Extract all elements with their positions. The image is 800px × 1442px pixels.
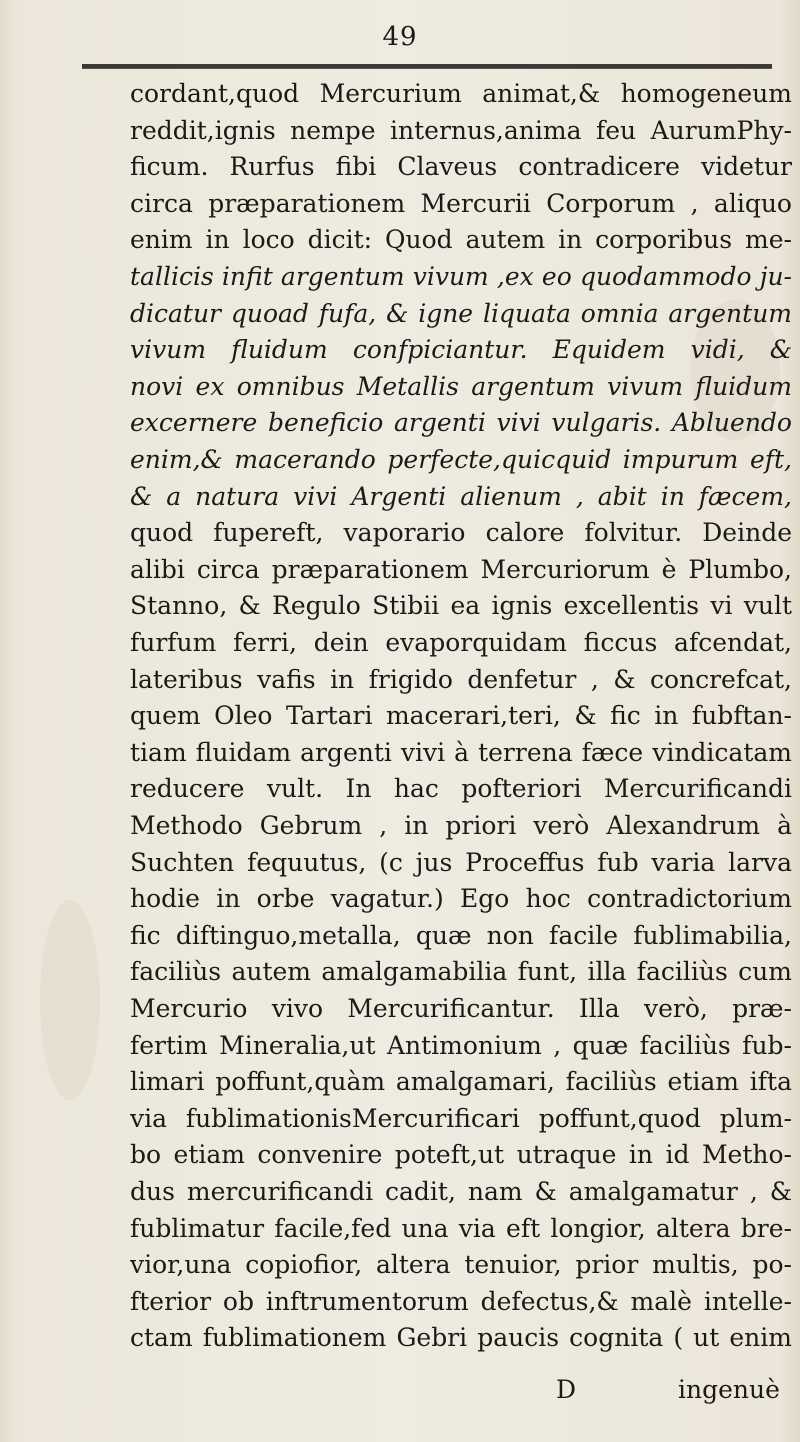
- text-line: enim in loco dicit: Quod autem in corporibus me-: [130, 225, 792, 254]
- text-line: Mercurio vivo Mercurificantur. Illa verò, præ-: [130, 994, 792, 1023]
- text-line: enim,& macerando perfecte,quicquid impurum eft,: [130, 445, 792, 474]
- text-line: tallicis infit argentum vivum ,ex eo quodammodo ju-: [130, 262, 792, 291]
- text-line: excernere beneficio argenti vivi vulgaris. Abluendo: [130, 408, 792, 437]
- text-line: vivum fluidum confpiciantur. Equidem vidi, &: [130, 335, 792, 364]
- text-line: reducere vult. In hac pofteriori Mercurificandi: [130, 774, 792, 803]
- text-line: dus mercurificandi cadit, nam & amalgamatur , &: [130, 1177, 792, 1206]
- text-line: bo etiam convenire poteft,ut utraque in id Metho-: [130, 1140, 792, 1169]
- text-line: faciliùs autem amalgamabilia funt, illa faciliùs cum: [130, 957, 792, 986]
- text-line: circa præparationem Mercurii Corporum , aliquo: [130, 189, 792, 218]
- text-line: lateribus vafis in frigido denfetur , & concrefcat,: [130, 665, 792, 694]
- text-line: quod fupereft, vaporario calore folvitur. Deinde: [130, 518, 792, 547]
- paper-stain: [40, 900, 100, 1100]
- text-line: hodie in orbe vagatur.) Ego hoc contradictorium: [130, 884, 792, 913]
- text-line: Suchten fequutus, (c jus Proceffus fub varia larva: [130, 848, 792, 877]
- text-line: alibi circa præparationem Mercuriorum è Plumbo,: [130, 555, 792, 584]
- page-number: 49: [382, 22, 418, 52]
- text-line: limari poffunt,quàm amalgamari, faciliùs etiam ifta: [130, 1067, 792, 1096]
- text-line: vior,una copiofior, altera tenuior, prior multis, po-: [130, 1250, 792, 1279]
- text-line: quem Oleo Tartari macerari,teri, & fic in fubftan-: [130, 701, 792, 730]
- text-line: furfum ferri, dein evaporquidam ficcus afcendat,: [130, 628, 792, 657]
- text-line: fterior ob inftrumentorum defectus,& malè intelle-: [130, 1287, 792, 1316]
- catchword: ingenuè: [678, 1375, 780, 1404]
- text-line: fic diftinguo,metalla, quæ non facile fublimabilia,: [130, 921, 792, 950]
- text-line: ctam fublimationem Gebri paucis cognita ( ut enim: [130, 1323, 792, 1352]
- text-line: reddit,ignis nempe internus,anima feu AurumPhy-: [130, 116, 792, 145]
- text-line: Stanno, & Regulo Stibii ea ignis excellentis vi vult: [130, 591, 792, 620]
- text-line: novi ex omnibus Metallis argentum vivum fluidum: [130, 372, 792, 401]
- text-line: Methodo Gebrum , in priori verò Alexandrum à: [130, 811, 792, 840]
- header-rule: [82, 64, 772, 69]
- text-line: & a natura vivi Argenti alienum , abit in fæcem,: [130, 482, 792, 511]
- text-line: via fublimationisMercurificari poffunt,quod plum-: [130, 1104, 792, 1133]
- text-line: ficum. Rurfus fibi Claveus contradicere videtur: [130, 152, 792, 181]
- text-line: dicatur quoad fufa, & igne liquata omnia argentum: [130, 299, 792, 328]
- text-line: tiam fluidam argenti vivi à terrena fæce vindicatam: [130, 738, 792, 767]
- text-line: fertim Mineralia,ut Antimonium , quæ faciliùs fub-: [130, 1031, 792, 1060]
- signature-mark: D: [556, 1375, 577, 1404]
- text-line: cordant,quod Mercurium animat,& homogeneum: [130, 79, 792, 108]
- text-line: fublimatur facile,fed una via eft longior, altera bre-: [130, 1214, 792, 1243]
